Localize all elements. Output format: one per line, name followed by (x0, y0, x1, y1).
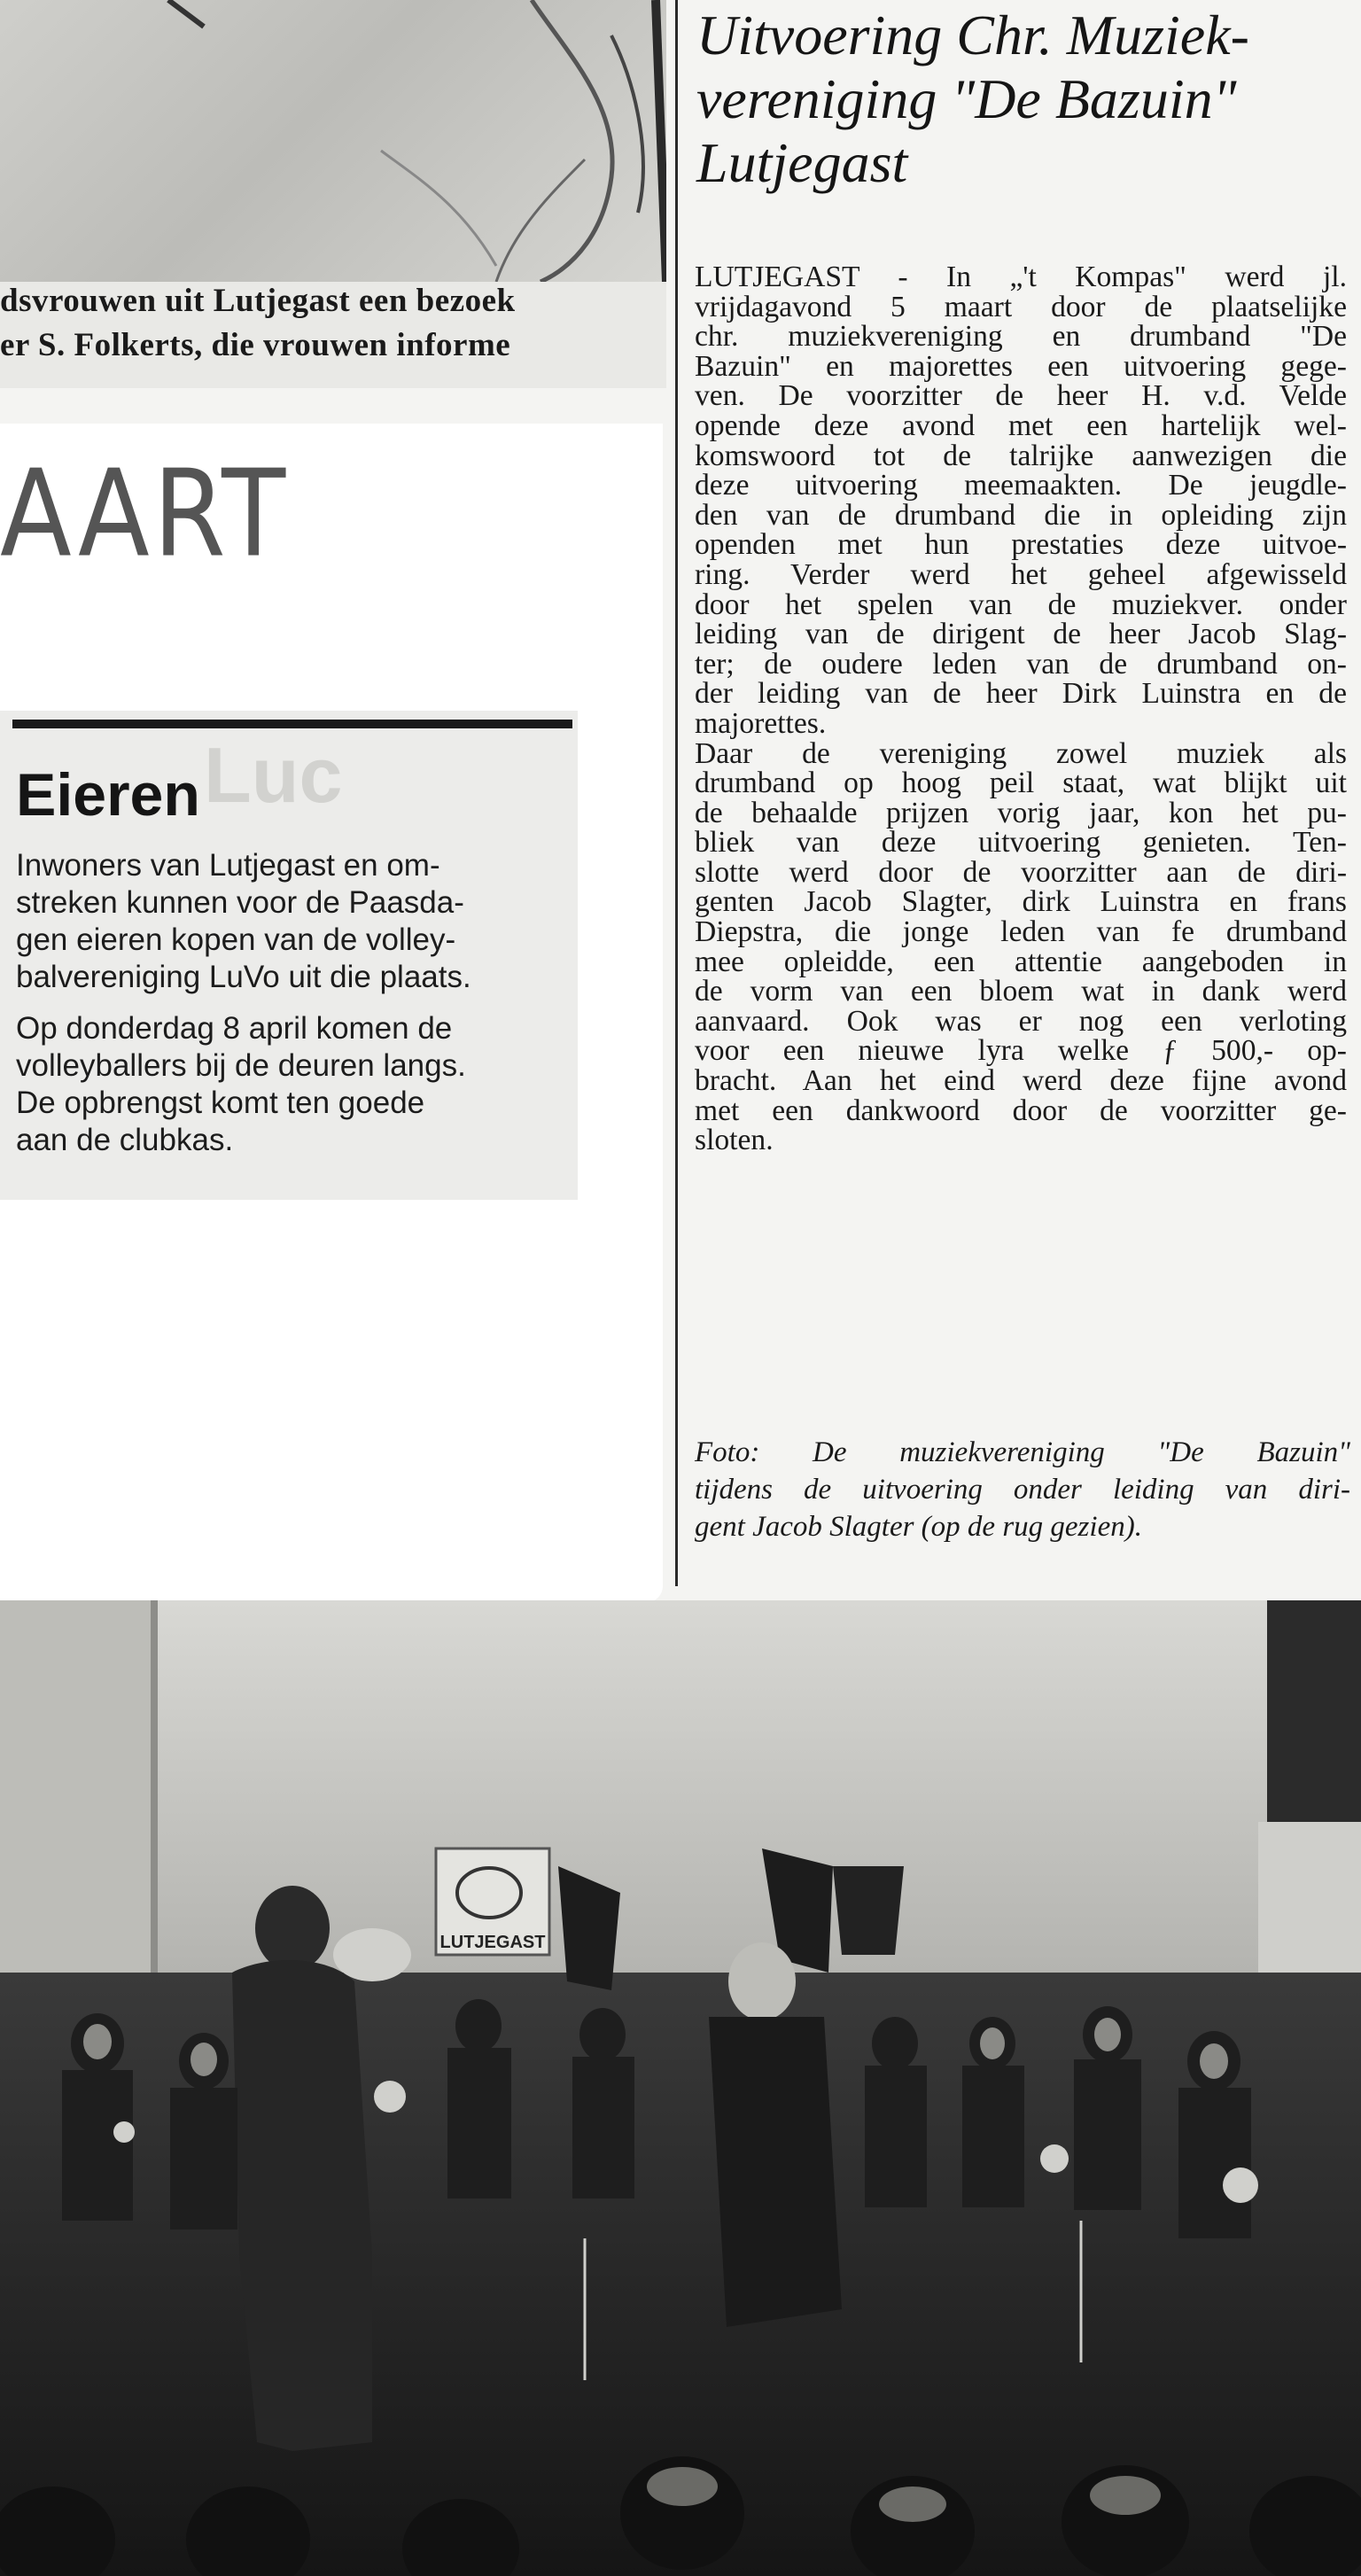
body-line: drumband op hoog peil staat, wat blijkt uit (695, 767, 1347, 800)
text-line: gen eieren kopen van de volley- (16, 922, 456, 957)
text-line: Op donderdag 8 april komen de (16, 1011, 453, 1046)
eieren-paragraph-1 (16, 847, 565, 996)
bleed-through-text: Luc (204, 731, 343, 819)
body-line: openden met hun prestaties deze uitvoe- (695, 528, 1347, 562)
article-body (695, 262, 1347, 1156)
text-line: balvereniging LuVo uit die plaats. (16, 960, 471, 994)
caption-line: Foto: De muziekvereniging "De Bazuin" (695, 1436, 1350, 1468)
body-line: den van de drumband die in opleiding zijn (695, 498, 1347, 532)
body-line: bliek van deze uitvoering genieten. Ten- (695, 826, 1347, 860)
caption-line: gent Jacob Slagter (op de rug gezien). (695, 1511, 1142, 1543)
body-line: slotte werd door de voorzitter aan de diri- (695, 855, 1347, 889)
body-line: met een dankwoord door de voorzitter ge- (695, 1093, 1347, 1127)
body-line: deze uitvoering meemaakten. De jeugdle- (695, 469, 1347, 502)
body-line: ring. Verder werd het geheel afgewisseld (695, 557, 1347, 591)
clipping-top-rule (12, 720, 572, 728)
top-photo-caption (0, 282, 666, 388)
top-left-photo (0, 0, 666, 282)
photo-caption (695, 1434, 1350, 1545)
body-line: majorettes. (695, 706, 827, 740)
body-line: bracht. Aan het eind werd deze fijne avond (695, 1064, 1347, 1098)
headline-line: vereniging "De Bazuin" (696, 67, 1237, 130)
body-line: komswoord tot de talrijke aanwezigen die (695, 439, 1347, 472)
body-line: aanvaard. Ook was er nog een verloting (695, 1004, 1347, 1038)
text-line: aan de clubkas. (16, 1123, 234, 1157)
banner-text: LUTJEGAST (439, 1933, 546, 1952)
caption-line: tijdens de uitvoering onder leiding van diri- (695, 1474, 1350, 1506)
body-line: door het spelen van de muziekver. onder (695, 588, 1347, 621)
body-line: ter; de oudere leden van de drumband on- (695, 647, 1347, 681)
body-line: ven. De voorzitter de heer H. v.d. Velde (695, 379, 1347, 413)
headline-line: Uitvoering Chr. Muziek- (696, 4, 1249, 66)
headline-line: Lutjegast (696, 131, 908, 194)
handwritten-note: AART (0, 443, 290, 584)
article-headline (696, 4, 1352, 195)
text-line: De opbrengst komt ten goede (16, 1086, 425, 1120)
body-line: genten Jacob Slagter, dirk Luinstra en frans (695, 885, 1347, 919)
body-line: der leiding van de heer Dirk Luinstra en de (695, 677, 1347, 711)
body-line: Daar de vereniging zowel muziek als (695, 736, 1347, 770)
eieren-paragraph-2 (16, 1010, 565, 1159)
column-divider (675, 0, 678, 1586)
text-line: Inwoners van Lutjegast en om- (16, 848, 440, 883)
eieren-title: Eieren (16, 761, 200, 829)
top-caption-line-1: dsvrouwen uit Lutjegast een bezoek (0, 283, 516, 319)
top-caption-line-2: er S. Folkerts, die vrouwen informe (0, 327, 511, 363)
body-line: de behaalde prijzen vorig jaar, kon het pu- (695, 796, 1347, 829)
body-line: LUTJEGAST - In „'t Kompas" werd jl. (695, 261, 1347, 293)
body-line: vrijdagavond 5 maart door de plaatselijke (695, 290, 1347, 323)
body-line: Bazuin" en majorettes een uitvoering gege- (695, 349, 1347, 383)
body-line: opende deze avond met een hartelijk wel- (695, 409, 1347, 442)
body-line: voor een nieuwe lyra welke ƒ 500,- op- (695, 1034, 1347, 1068)
text-line: volleyballers bij de deuren langs. (16, 1048, 466, 1083)
body-line: de vorm van een bloem wat in dank werd (695, 975, 1347, 1008)
body-line: sloten. (695, 1124, 774, 1157)
body-line: mee opleidde, een attentie aangeboden in (695, 945, 1347, 978)
text-line: streken kunnen voor de Paasda- (16, 885, 464, 920)
eieren-clipping (0, 711, 578, 1200)
concert-photo (0, 1600, 1361, 2576)
body-line: chr. muziekvereniging en drumband "De (695, 320, 1347, 354)
body-line: leiding van de dirigent de heer Jacob Slag- (695, 618, 1347, 651)
body-line: Diepstra, die jonge leden van fe drumband (695, 915, 1347, 949)
